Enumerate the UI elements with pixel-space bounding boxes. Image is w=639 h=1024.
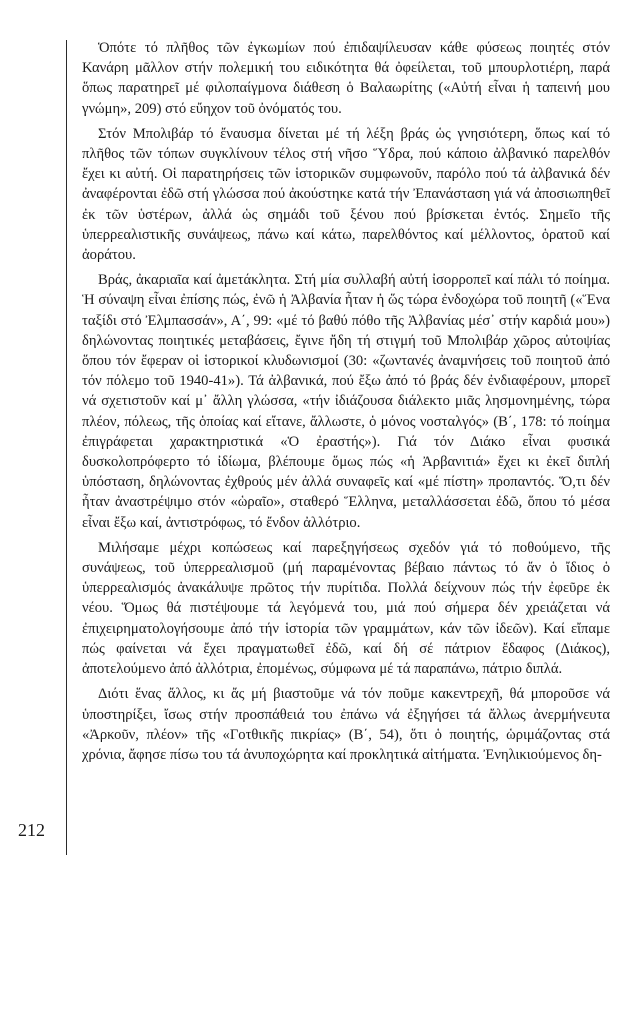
paragraph-1: Ὁπότε τό πλῆθος τῶν ἐγκωμίων πού ἐπιδαψίλευσαν κάθε φύσεως ποιητές στόν Κανάρη μᾶλλον στήν πολεμική του ειδικότητα θά ὀφείλεται, τοῦ μπουρλοτιέρη, παρά ὅπως παρατηρεῖ μέ φιλοπαίγμονα διάθεση ὁ Βαλαωρίτης («Αὐτή εἶναι ἡ ταπεινή μου γνώμη», 209) στό εὔηχον τοῦ ὀνόματός του.	[82, 40, 610, 117]
page-number: 212	[18, 820, 45, 840]
paragraph-2: Στόν Μπολιβάρ τό ἔναυσμα δίνεται μέ τή λέξη βράς ὡς γνησιότερη, ὅπως καί τό πλῆθος τῶν τόπων συγκλίνουν τέλος στή νῆσο Ὕδρα, πού κάποιο ἀλβανικό παρελθόν ἔχει κι αὐτή. Οἱ παρατηρήσεις τῶν ἱστορικῶν συμφωνοῦν, παρόλο πού τά ἀλβανικά δέν ἀναφέρονται ἐδῶ στή γλώσσα πού ἀκούστηκε κατά τήν Ἐπανάσταση γιά νά ἀποσιωπηθεῖ ἐκ τῶν ὑστέρων, ἀλλά ὡς σημάδι τοῦ ξένου πού βρίσκεται ἐντός. Σημεῖο τῆς ὑπερρεαλιστικῆς συνάψεως, πάνω καί κάτω, παρελθόντος καί μέλλοντος, ὁρατοῦ καί ἀοράτου.	[82, 125, 610, 264]
margin-rule	[66, 40, 67, 855]
paragraph-4: Μιλήσαμε μέχρι κοπώσεως καί παρεξηγήσεως σχεδόν γιά τό ποθούμενο, τῆς συνάψεως, τοῦ ὑπερρεαλισμοῦ (μή παραμένοντας βέβαιο πάντως τό ἄν ὁ ἴδιος ὁ ὑπερρεαλισμός ἀνακάλυψε πρῶτος τήν πυρίτιδα. Πολλά δείχνουν πώς τήν ἐφεῦρε ἐκ νέου. Ὅμως θά πιστέψουμε τά λεγόμενά του, μιά πού σήμερα δέν χρειάζεται νά ἐπιχειρηματολογήσουμε ἀπό τήν ἱστορία τῶν γραμμάτων, κάν τῶν ἰδεῶν). Καί εἴπαμε πώς φαίνεται νά ἔχει πραγματωθεῖ ἐδῶ, καί δή σέ πάτριον ἔδαφος (Διάκος), ἀποτελούμενο ἀπό ἀλλότρια, ἐπομένως, σύμφωνα μέ τά παραπάνω, πάτριο διπλά.	[82, 539, 610, 678]
body-text	[82, 38, 610, 770]
paragraph-5: Διότι ἕνας ἄλλος, κι ἄς μή βιαστοῦμε νά τόν ποῦμε κακεντρεχῆ, θά μποροῦσε νά ὑποστηρίξει, ἴσως στήν προσπάθειά του ἐπάνω νά ἐξηγήσει τά ἄλλως ἀνερμήνευτα «Ἀρκοῦν, πλέον» τῆς «Γοτθικῆς πικρίας» (Β΄, 54), ὅτι ὁ ποιητής, ὡριμάζοντας στά χρόνια, ἄφησε πίσω του τά ἀνυποχώρητα καί προκλητικά αἰτήματα. Ἐνηλικιούμενος δη-	[82, 686, 610, 763]
paragraph-3: Βράς, ἀκαριαῖα καί ἀμετάκλητα. Στή μία συλλαβή αὐτή ἰσορροπεῖ καί πάλι τό ποίημα. Ἡ σύναψη εἶναι ἐπίσης πώς, ἐνῶ ἡ Ἀλβανία ἦταν ἡ ὥς τώρα ἐνδοχώρα τοῦ ποιητῆ («Ἕνα ταξίδι στό Ἐλμπασσάν», Α΄, 99: «μέ τό βαθύ πόθο τῆς Ἀλβανίας μέσ᾽ στήν καρδιά μου») δηλώνοντας ποιητικές μεταβάσεις, ἔγινε ἤδη τή στιγμή τοῦ Μπολιβάρ χῶρος αὐτοψίας ὅπου τόν ἔφεραν οἱ ἱστορικοί κλυδωνισμοί (30: «ζωντανές ἀναμνήσεις τοῦ ποιητοῦ ἀπό τόν πόλεμο τοῦ 1940-41»). Τά ἀλβανικά, πού ἔξω ἀπό τό βράς δέν ἐνδιαφέρουν, μπορεῖ νά σχετιστοῦν καί μ᾽ ἄλλη γλώσσα, «τήν ἰδιάζουσα διάλεκτο μιᾶς λησμονημένης, τώρα πλέον, πόλεως, τῆς ὁποίας καί εἴτανε, ἄλλωστε, ὁ μόνος νοσταλγός» (Β΄, 178: τό ποίημα ἐπιγράφεται χαρακτηριστικά «Ὁ ἐραστής»). Γιά τόν Διάκο εἶναι φυσικά δυσκολοπρόφερτο τό ἰδίωμα, βλέπουμε ὅμως πώς «ἡ Ἀρβανιτιά» ἔχει κι ἐκεῖ διπλή ὑπόσταση, δηλώνοντας ἐχθρούς μέν ἀλλά συναφεῖς καί «μέ πίστη» προπαντός. Ὅ,τι δέν ἦταν ἀναστρέψιμο στόν «ὡραῖο», σταθερό Ἕλληνα, μεταλλάσσεται ἐδῶ, ὅπου τό μέσα εἶναι ἔξω καί, ἀντιστρόφως, τό ἔνδον ἀλλότριο.	[82, 272, 610, 531]
